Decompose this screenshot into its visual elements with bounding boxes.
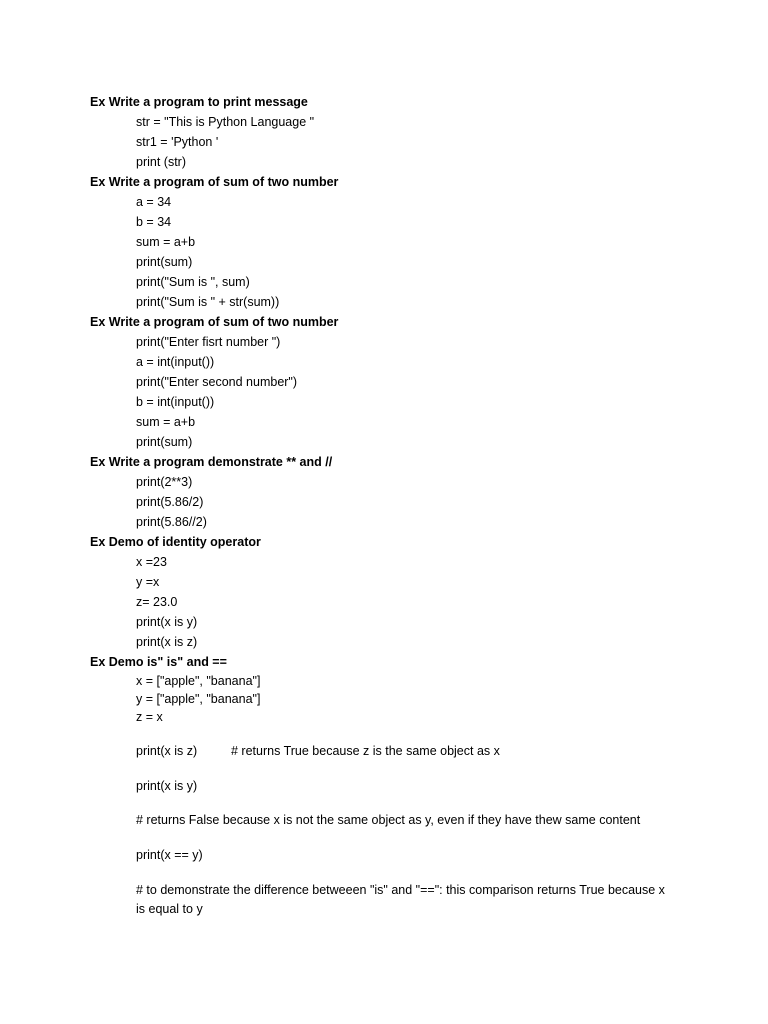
code-line: sum = a+b [136,235,196,249]
code-line: str = "This is Python Language " [136,115,315,129]
code-line: print(x is y) [136,615,198,629]
section-heading: Ex Demo of identity operator [90,535,261,549]
code-line: print(sum) [136,435,193,449]
code-line-with-comment [136,743,500,759]
code-line: y = ["apple", "banana"] [136,692,261,706]
code-comment: is equal to y [136,902,203,916]
code-line: print (str) [136,155,186,169]
code-line: b = int(input()) [136,395,215,409]
section-heading: Ex Write a program of sum of two number [90,175,339,189]
code-line: print(sum) [136,255,193,269]
code-line: a = int(input()) [136,355,215,369]
code-line: z= 23.0 [136,595,178,609]
code-line: x =23 [136,555,167,569]
code-line: sum = a+b [136,415,196,429]
code-line: print(5.86/2) [136,495,204,509]
code-line: y =x [136,575,160,589]
code-line: print("Enter fisrt number ") [136,335,281,349]
code-line: print("Enter second number") [136,375,298,389]
code-line: print(x is z) [136,635,198,649]
section-heading: Ex Demo is" is" and == [90,655,227,669]
code-comment: # to demonstrate the difference betweeen "is" and "==": this comparison returns True because x [136,883,665,897]
code-comment: # returns True because z is the same object as x [231,744,500,758]
code-line: a = 34 [136,195,172,209]
section-heading: Ex Write a program demonstrate ** and // [90,455,333,469]
code-line: str1 = 'Python ' [136,135,219,149]
code-line: z = x [136,710,163,724]
code-line: print("Sum is " + str(sum)) [136,295,280,309]
code-comment: # returns False because x is not the same object as y, even if they have thew same content [136,813,641,827]
section-heading: Ex Write a program to print message [90,95,308,109]
section-heading: Ex Write a program of sum of two number [90,315,339,329]
code-line: print("Sum is ", sum) [136,275,250,289]
code-line: print(x == y) [136,848,203,862]
code-line: print(5.86//2) [136,515,207,529]
code-line: print(2**3) [136,475,193,489]
code-line: b = 34 [136,215,172,229]
code-line: x = ["apple", "banana"] [136,674,261,688]
code-line: print(x is y) [136,779,198,793]
code-text: print(x is z) [136,744,198,758]
